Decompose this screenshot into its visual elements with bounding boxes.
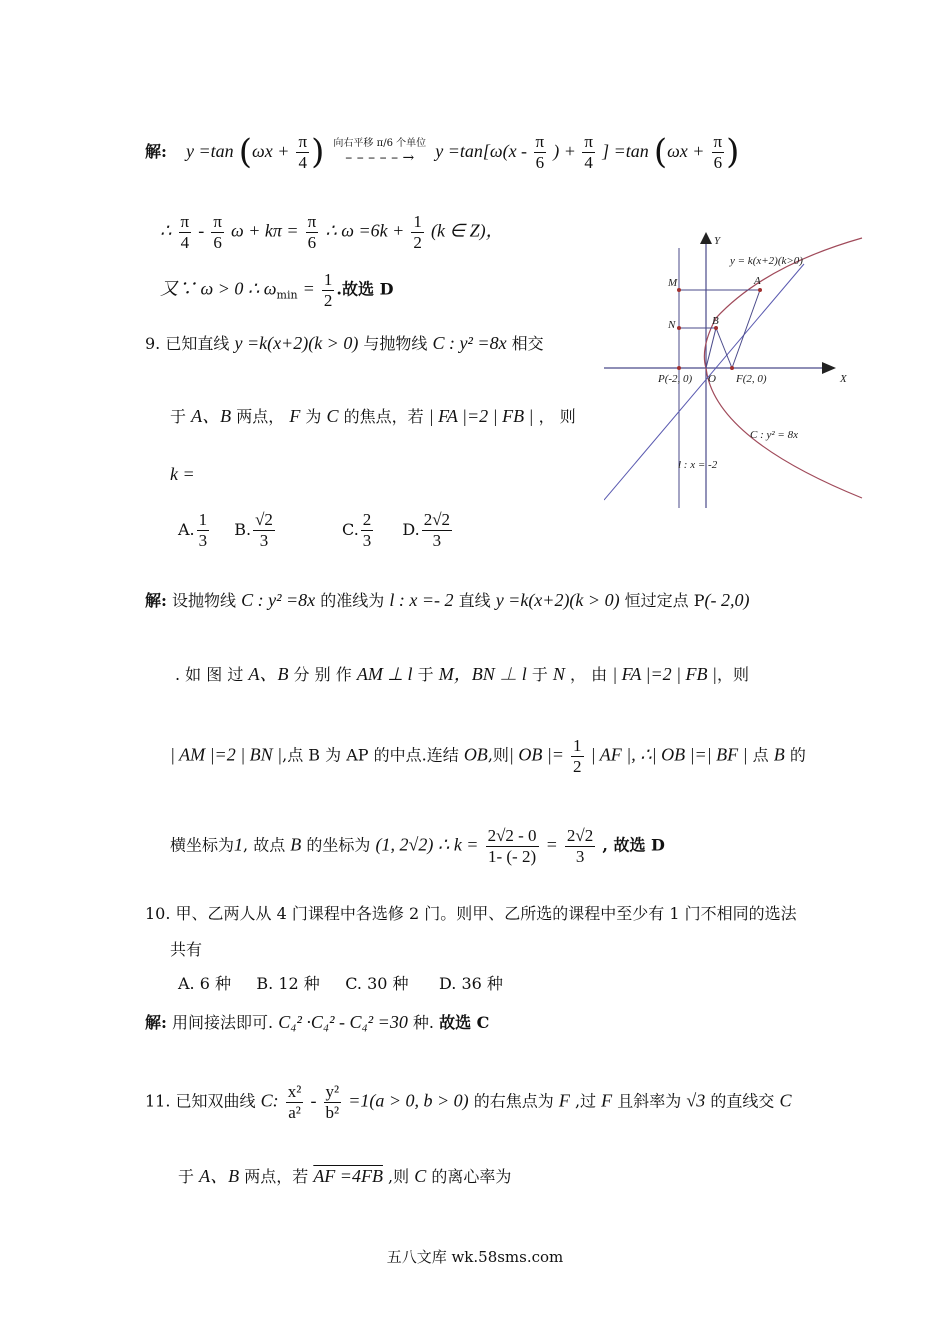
ob-segment [706,328,716,368]
q9-solution-row3: | AM |=2 | BN |,点 B 为 AP 的中点.连结 OB,则| OB |= $\frac{1}{2}$ | AF |, ∴| OB |=| BF | 点 B 的 [170,736,806,776]
option-a: A. $\frac{1}{3}$ [178,510,208,550]
point-p [677,366,681,370]
q9-options [178,510,454,550]
footer-watermark: 五八文库 wk.58sms.com [386,1248,564,1266]
shift-arrow: 向右平移 π/6 个单位 – – – – – → [333,138,427,166]
x-axis-arrow [822,362,836,374]
option-b: B. $\frac{√2}{3}$ [234,510,273,550]
q9-solution-row4: 横坐标为1, 故点 B 的坐标为 (1, 2√2) ∴ k = $\frac{2√2 - 0}{1- (- 2)}$ = $\frac{2√2}{3}$ , 故选 D [170,826,665,866]
label-f: F(2, 0) [736,373,767,385]
q9-stem-row1: 9. 已知直线 y =k(x+2)(k > 0) 与抛物线 C : y² =8x 相交 [145,333,544,353]
point-n [677,326,681,330]
label-y: Y [714,235,721,247]
parabola-graph [604,228,864,510]
q8-solution-row2: ∴ $\frac{\pi}{4}$ - $\frac{\pi}{6}$ ω + kπ = $\frac{\pi}{6}$ ∴ ω =6k + $\frac{1}{2}$ (k ∈ Z)， [160,212,504,252]
label-a: A [754,275,761,287]
q8-solution-row3: 又∵ ω > 0 ∴ $\omega_{min}$ = $\frac{1}{2}$ .故选 D [160,270,394,310]
label-line: y = k(x+2)(k>0) [730,255,803,267]
label-p: P(-2, 0) [658,373,693,385]
q11-stem-row1: 11. 已知双曲线 C: $\frac{\text{x²}}{\text{a²}}$ - $\frac{\text{y²}}{\text{b²}}$ =1(a > 0, b > 0) 的右焦点为 F ,过 F 且斜率为 √3 的直线交 C [145,1082,792,1122]
solution-label: 解: [145,1013,167,1032]
q10-stem-row1: 10. 甲、乙两人从 4 门课程中各选修 2 门。则甲、乙所选的课程中至少有 1 门不相同的选法 [145,904,797,923]
q10-solution: 解: 用间接法即可. C₄² ·C₄² - C₄² =30 种. 故选 C [145,1012,490,1032]
q11-stem-row2: 于 A、B 两点，若 AF =4FB ,则 C 的离心率为 [178,1166,512,1186]
q9-solution-row1: 解: 设抛物线 C : y² =8x 的准线为 l : x =- 2 直线 y =k(x+2)(k > 0) 恒过定点 P(- 2,0) [145,590,750,610]
q9-stem-row2: 于 A、B 两点， F 为 C 的焦点，若 | FA |=2 | FB | ， 则 [170,406,576,426]
y-axis-arrow [700,232,712,244]
label-b: B [712,315,719,327]
af-segment [732,290,760,368]
q8-solution-row1: 解: y =tan (ωx + $\frac{\pi}{4}$ ) 向右平移 π/6 个单位 – – – – – → y =tan[ω(x - $\frac{\pi}{6}$ ) + $\frac{\pi}{4}$ ] =tan (ωx + $\frac{\pi}{6}$ ) [145,132,740,172]
option-d: D. $\frac{2√2}{3}$ [402,510,451,550]
label-directrix: l : x = -2 [678,459,718,471]
q10-options: A. 6 种 B. 12 种 C. 30 种 D. 36 种 [178,974,503,993]
label-m: M [668,277,678,289]
solution-label: 解: [145,141,167,161]
label-x: X [840,373,847,385]
q9-stem-row3: k = [170,464,195,484]
label-o: O [708,373,716,385]
q9-solution-row2: . 如 图 过 A、B 分 别 作 AM ⊥ l 于 M，BN ⊥ l 于 N ， 由 | FA |=2 | FB |，则 [175,664,750,684]
bf-segment [716,328,732,368]
label-parabola: C : y² = 8x [750,429,798,441]
point-f [730,366,734,370]
q10-stem-row2: 共有 [170,940,203,959]
point-m [677,288,681,292]
point-a [758,288,762,292]
option-c: C. $\frac{2}{3}$ [342,510,372,550]
solution-label: 解: [145,591,167,610]
label-n: N [668,319,676,331]
